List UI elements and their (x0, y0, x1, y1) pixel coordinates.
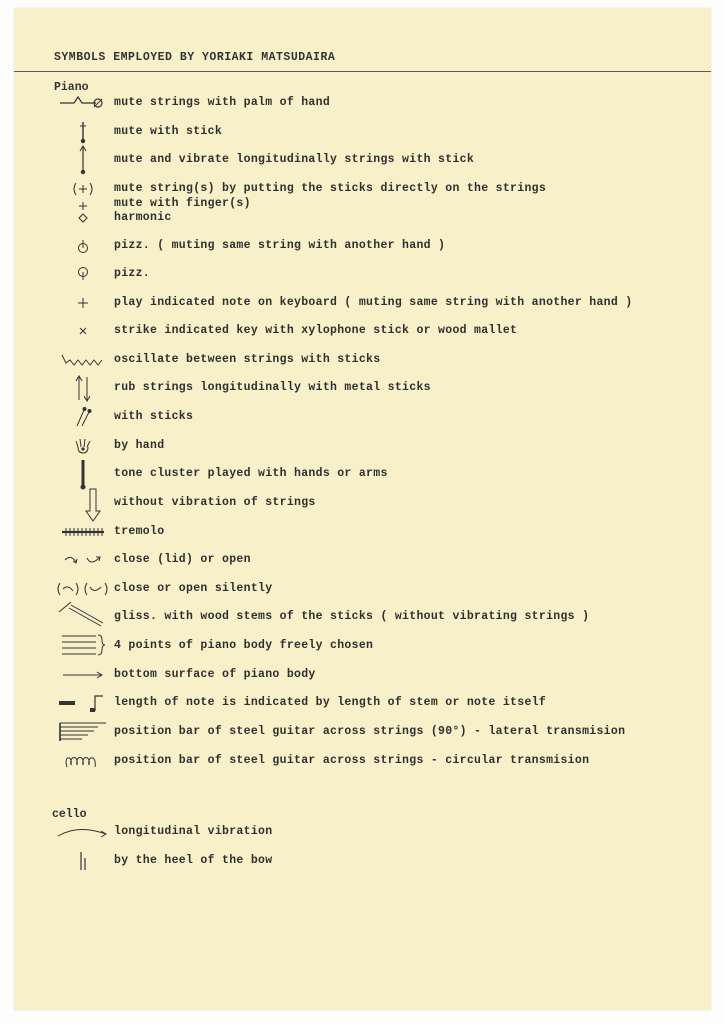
symbol-description: gliss. with wood stems of the sticks ( without vibrating strings ) (114, 610, 590, 623)
symbol-description: 4 points of piano body freely chosen (114, 639, 374, 652)
symbol-description: mute with finger(s) (114, 197, 251, 210)
symbol-description: mute and vibrate longitudinally strings with stick (114, 153, 475, 166)
symbol-description: longitudinal vibration (114, 825, 273, 838)
symbol-description: pizz. (114, 267, 151, 280)
symbol-description: without vibration of strings (114, 496, 316, 509)
symbol-row (14, 549, 711, 571)
symbol-description: close (lid) or open (114, 553, 251, 566)
symbol-row (14, 664, 711, 686)
symbol-description: close or open silently (114, 582, 273, 595)
symbol-row (14, 349, 711, 371)
symbol-description: mute string(s) by putting the sticks directly on the strings (114, 182, 547, 195)
page-title: SYMBOLS EMPLOYED BY YORIAKI MATSUDAIRA (54, 51, 336, 64)
symbol-description: play indicated note on keyboard ( muting same string with another hand ) (114, 296, 633, 309)
document-sheet (14, 8, 711, 1010)
symbol-row (14, 92, 711, 114)
symbol-row (14, 207, 711, 229)
symbol-description: with sticks (114, 410, 194, 423)
symbol-row (14, 292, 711, 314)
symbol-description: strike indicated key with xylophone stick or wood mallet (114, 324, 518, 337)
symbol-description: tone cluster played with hands or arms (114, 467, 388, 480)
symbol-row (14, 750, 711, 772)
symbol-description: tremolo (114, 525, 165, 538)
symbol-row (14, 149, 711, 171)
symbol-description: position bar of steel guitar across strings - circular transmision (114, 754, 590, 767)
symbol-description: mute strings with palm of hand (114, 96, 331, 109)
symbol-description: rub strings longitudinally with metal sticks (114, 381, 431, 394)
symbol-description: pizz. ( muting same string with another hand ) (114, 239, 446, 252)
symbol-description: oscillate between strings with sticks (114, 353, 381, 366)
symbol-row (14, 721, 711, 743)
title-rule (14, 71, 711, 72)
symbol-row (14, 406, 711, 428)
symbol-row (14, 521, 711, 543)
symbol-row (14, 435, 711, 457)
symbol-description: position bar of steel guitar across strings (90°) - lateral transmision (114, 725, 626, 738)
symbol-row (14, 121, 711, 143)
symbol-row (14, 606, 711, 628)
symbol-row (14, 578, 711, 600)
symbol-description: by the heel of the bow (114, 854, 273, 867)
symbol-row (14, 850, 711, 872)
cello-section-label: cello (52, 808, 87, 821)
symbol-row (14, 235, 711, 257)
piano-section-label: Piano (54, 81, 89, 94)
symbol-row (14, 463, 711, 485)
symbol-row (14, 635, 711, 657)
symbol-description: harmonic (114, 211, 172, 224)
symbol-description: bottom surface of piano body (114, 668, 316, 681)
symbol-row (14, 821, 711, 843)
symbol-row (14, 320, 711, 342)
symbol-description: mute with stick (114, 125, 223, 138)
symbol-row (14, 263, 711, 285)
symbol-description: length of note is indicated by length of stem or note itself (114, 696, 547, 709)
symbol-row (14, 692, 711, 714)
symbol-row (14, 492, 711, 514)
symbol-row (14, 377, 711, 399)
symbol-description: by hand (114, 439, 165, 452)
